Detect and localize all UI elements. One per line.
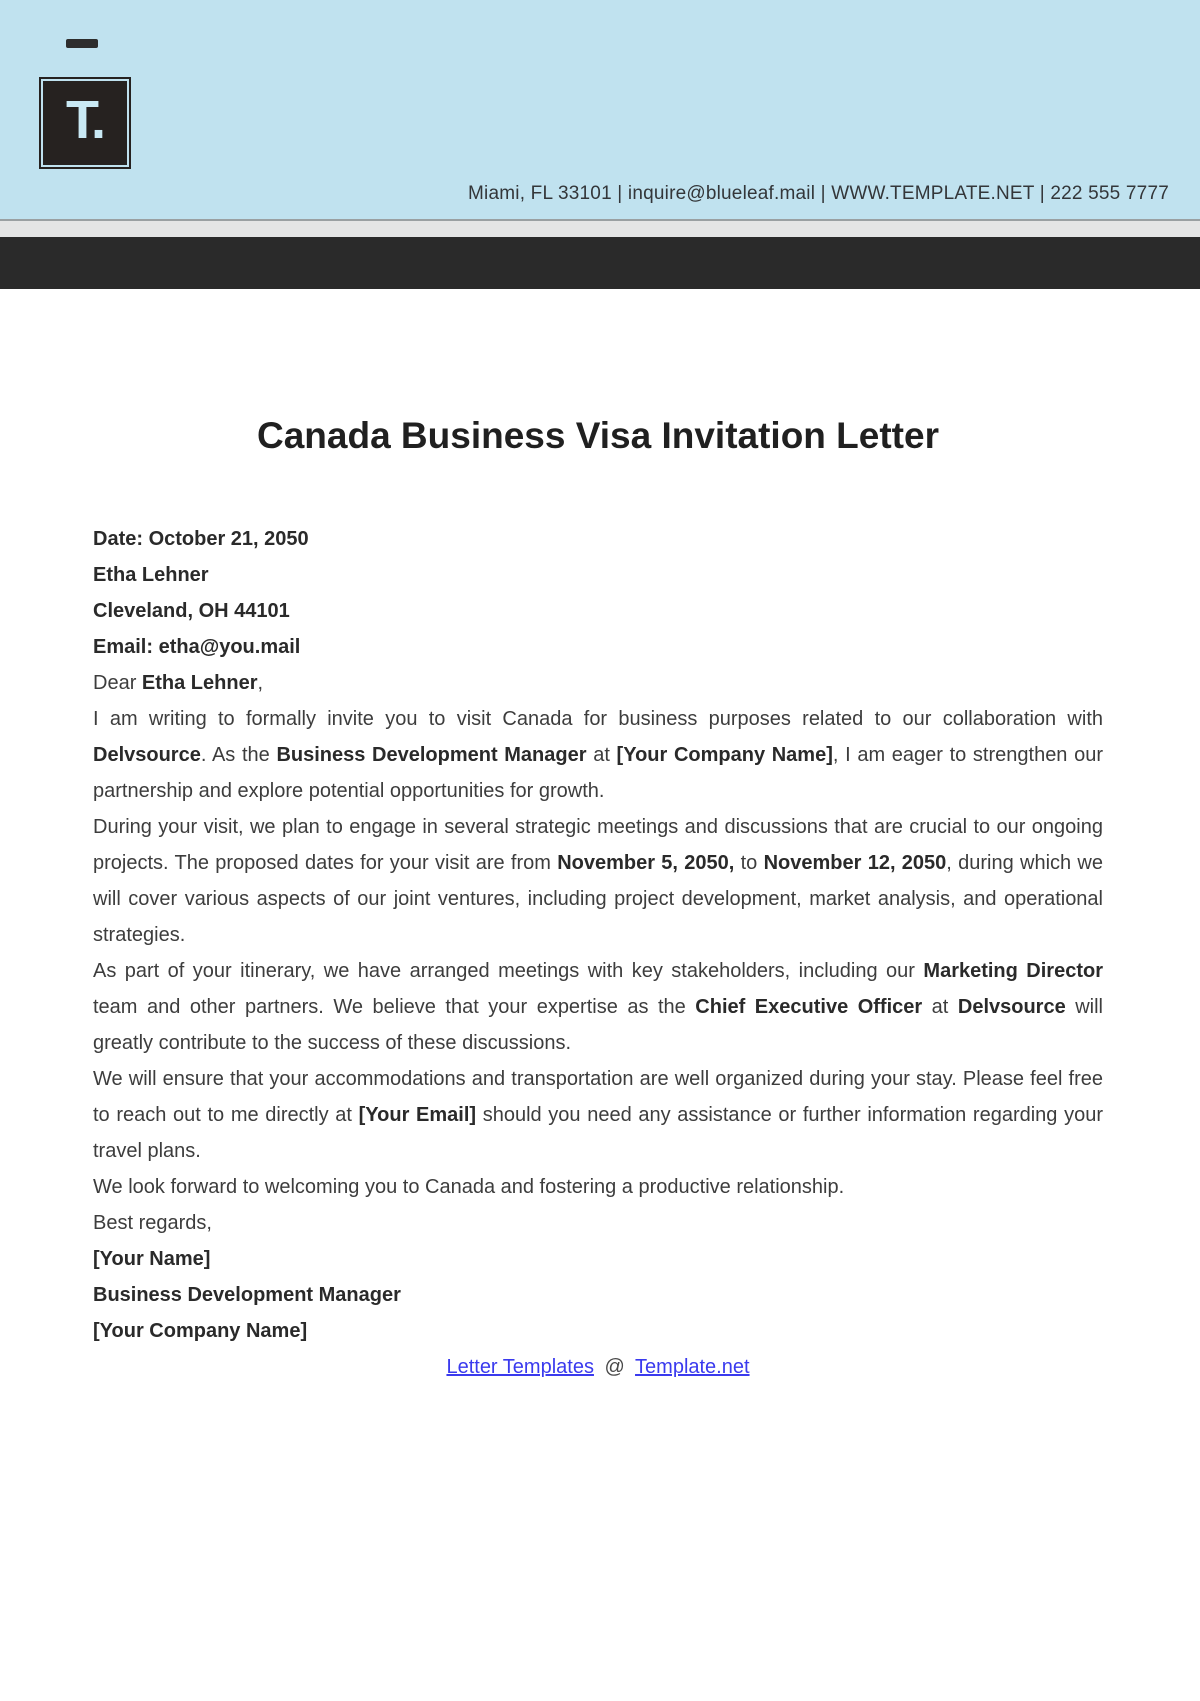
closing-line: Business Development Manager xyxy=(93,1284,401,1306)
template-net-link[interactable]: Template.net xyxy=(635,1356,750,1378)
attribution-line xyxy=(93,1349,1103,1385)
bold-segment: Chief Executive Officer xyxy=(695,996,923,1018)
bold-segment: November 12, 2050 xyxy=(763,852,947,874)
bold-segment: Marketing Director xyxy=(923,960,1103,982)
contact-info: Miami, FL 33101 | inquire@blueleaf.mail | WWW.TEMPLATE.NET | 222 555 7777 xyxy=(468,183,1169,204)
text-segment: , I am eager to strengthen our partnership and explore potential opportunities for growth. xyxy=(93,744,1104,802)
letter-body xyxy=(93,521,1103,1349)
letterhead xyxy=(0,0,1200,219)
bold-segment: November 5, 2050, xyxy=(557,852,735,874)
letter-content xyxy=(0,414,1200,1385)
text-segment: , during which we will cover various aspects of our joint ventures, including project development, market analysis, and operational strategies. xyxy=(93,852,1103,946)
gray-strip xyxy=(0,221,1200,237)
dark-banner xyxy=(0,237,1200,289)
text-segment: , xyxy=(257,672,264,694)
at-separator: @ xyxy=(604,1356,625,1378)
text-segment: . As the xyxy=(200,744,277,766)
text-segment: at xyxy=(922,996,958,1018)
text-segment: team and other partners. We believe that your expertise as the xyxy=(93,996,696,1018)
text-segment: should you need any assistance or further information regarding your travel plans. xyxy=(93,1104,1103,1162)
info-line: Cleveland, OH 44101 xyxy=(93,600,290,622)
paragraph-5 xyxy=(93,1169,1103,1205)
letter-title: Canada Business Visa Invitation Letter xyxy=(257,415,939,456)
info-line: Date: October 21, 2050 xyxy=(93,528,309,550)
salutation xyxy=(93,665,1103,701)
text-segment: I am writing to formally invite you to visit Canada for business purposes related to our collaboration with xyxy=(93,708,1103,730)
bold-segment: Delvsource xyxy=(957,996,1066,1018)
closing-block xyxy=(93,1205,1103,1349)
bold-segment: [Your Company Name] xyxy=(616,744,833,766)
text-segment: Dear xyxy=(93,672,142,694)
text-segment: We look forward to welcoming you to Canada and fostering a productive relationship. xyxy=(93,1176,845,1198)
paragraph-3 xyxy=(93,953,1103,1061)
paragraph-4 xyxy=(93,1061,1103,1169)
text-segment: During your visit, we plan to engage in several strategic meetings and discussions that are crucial to our ongoing projects. The proposed dates for your visit are from xyxy=(93,816,1103,874)
letter-templates-link[interactable]: Letter Templates xyxy=(446,1356,594,1378)
text-segment: to xyxy=(734,852,764,874)
text-segment: As part of your itinerary, we have arranged meetings with key stakeholders, including our xyxy=(93,960,924,982)
bold-segment: Delvsource xyxy=(93,744,201,766)
info-line: Email: etha@you.mail xyxy=(93,636,301,658)
closing-line: [Your Company Name] xyxy=(93,1320,308,1342)
bold-segment: Etha Lehner xyxy=(141,672,258,694)
template-logo xyxy=(39,77,131,169)
closing-line: Best regards, xyxy=(93,1212,212,1234)
text-segment: will greatly contribute to the success of these discussions. xyxy=(93,996,1103,1054)
paragraph-2 xyxy=(93,809,1103,953)
text-segment: at xyxy=(586,744,617,766)
dash-mark xyxy=(66,39,98,48)
text-segment: We will ensure that your accommodations and transportation are well organized during your stay. Please feel free to reach out to me directly at xyxy=(93,1068,1103,1126)
bold-segment: [Your Email] xyxy=(358,1104,477,1126)
recipient-info-block xyxy=(93,521,1103,665)
info-line: Etha Lehner xyxy=(93,564,209,586)
paragraph-1 xyxy=(93,701,1103,809)
bold-segment: Business Development Manager xyxy=(276,744,587,766)
closing-line: [Your Name] xyxy=(93,1248,211,1270)
logo-text: T. xyxy=(65,90,104,150)
